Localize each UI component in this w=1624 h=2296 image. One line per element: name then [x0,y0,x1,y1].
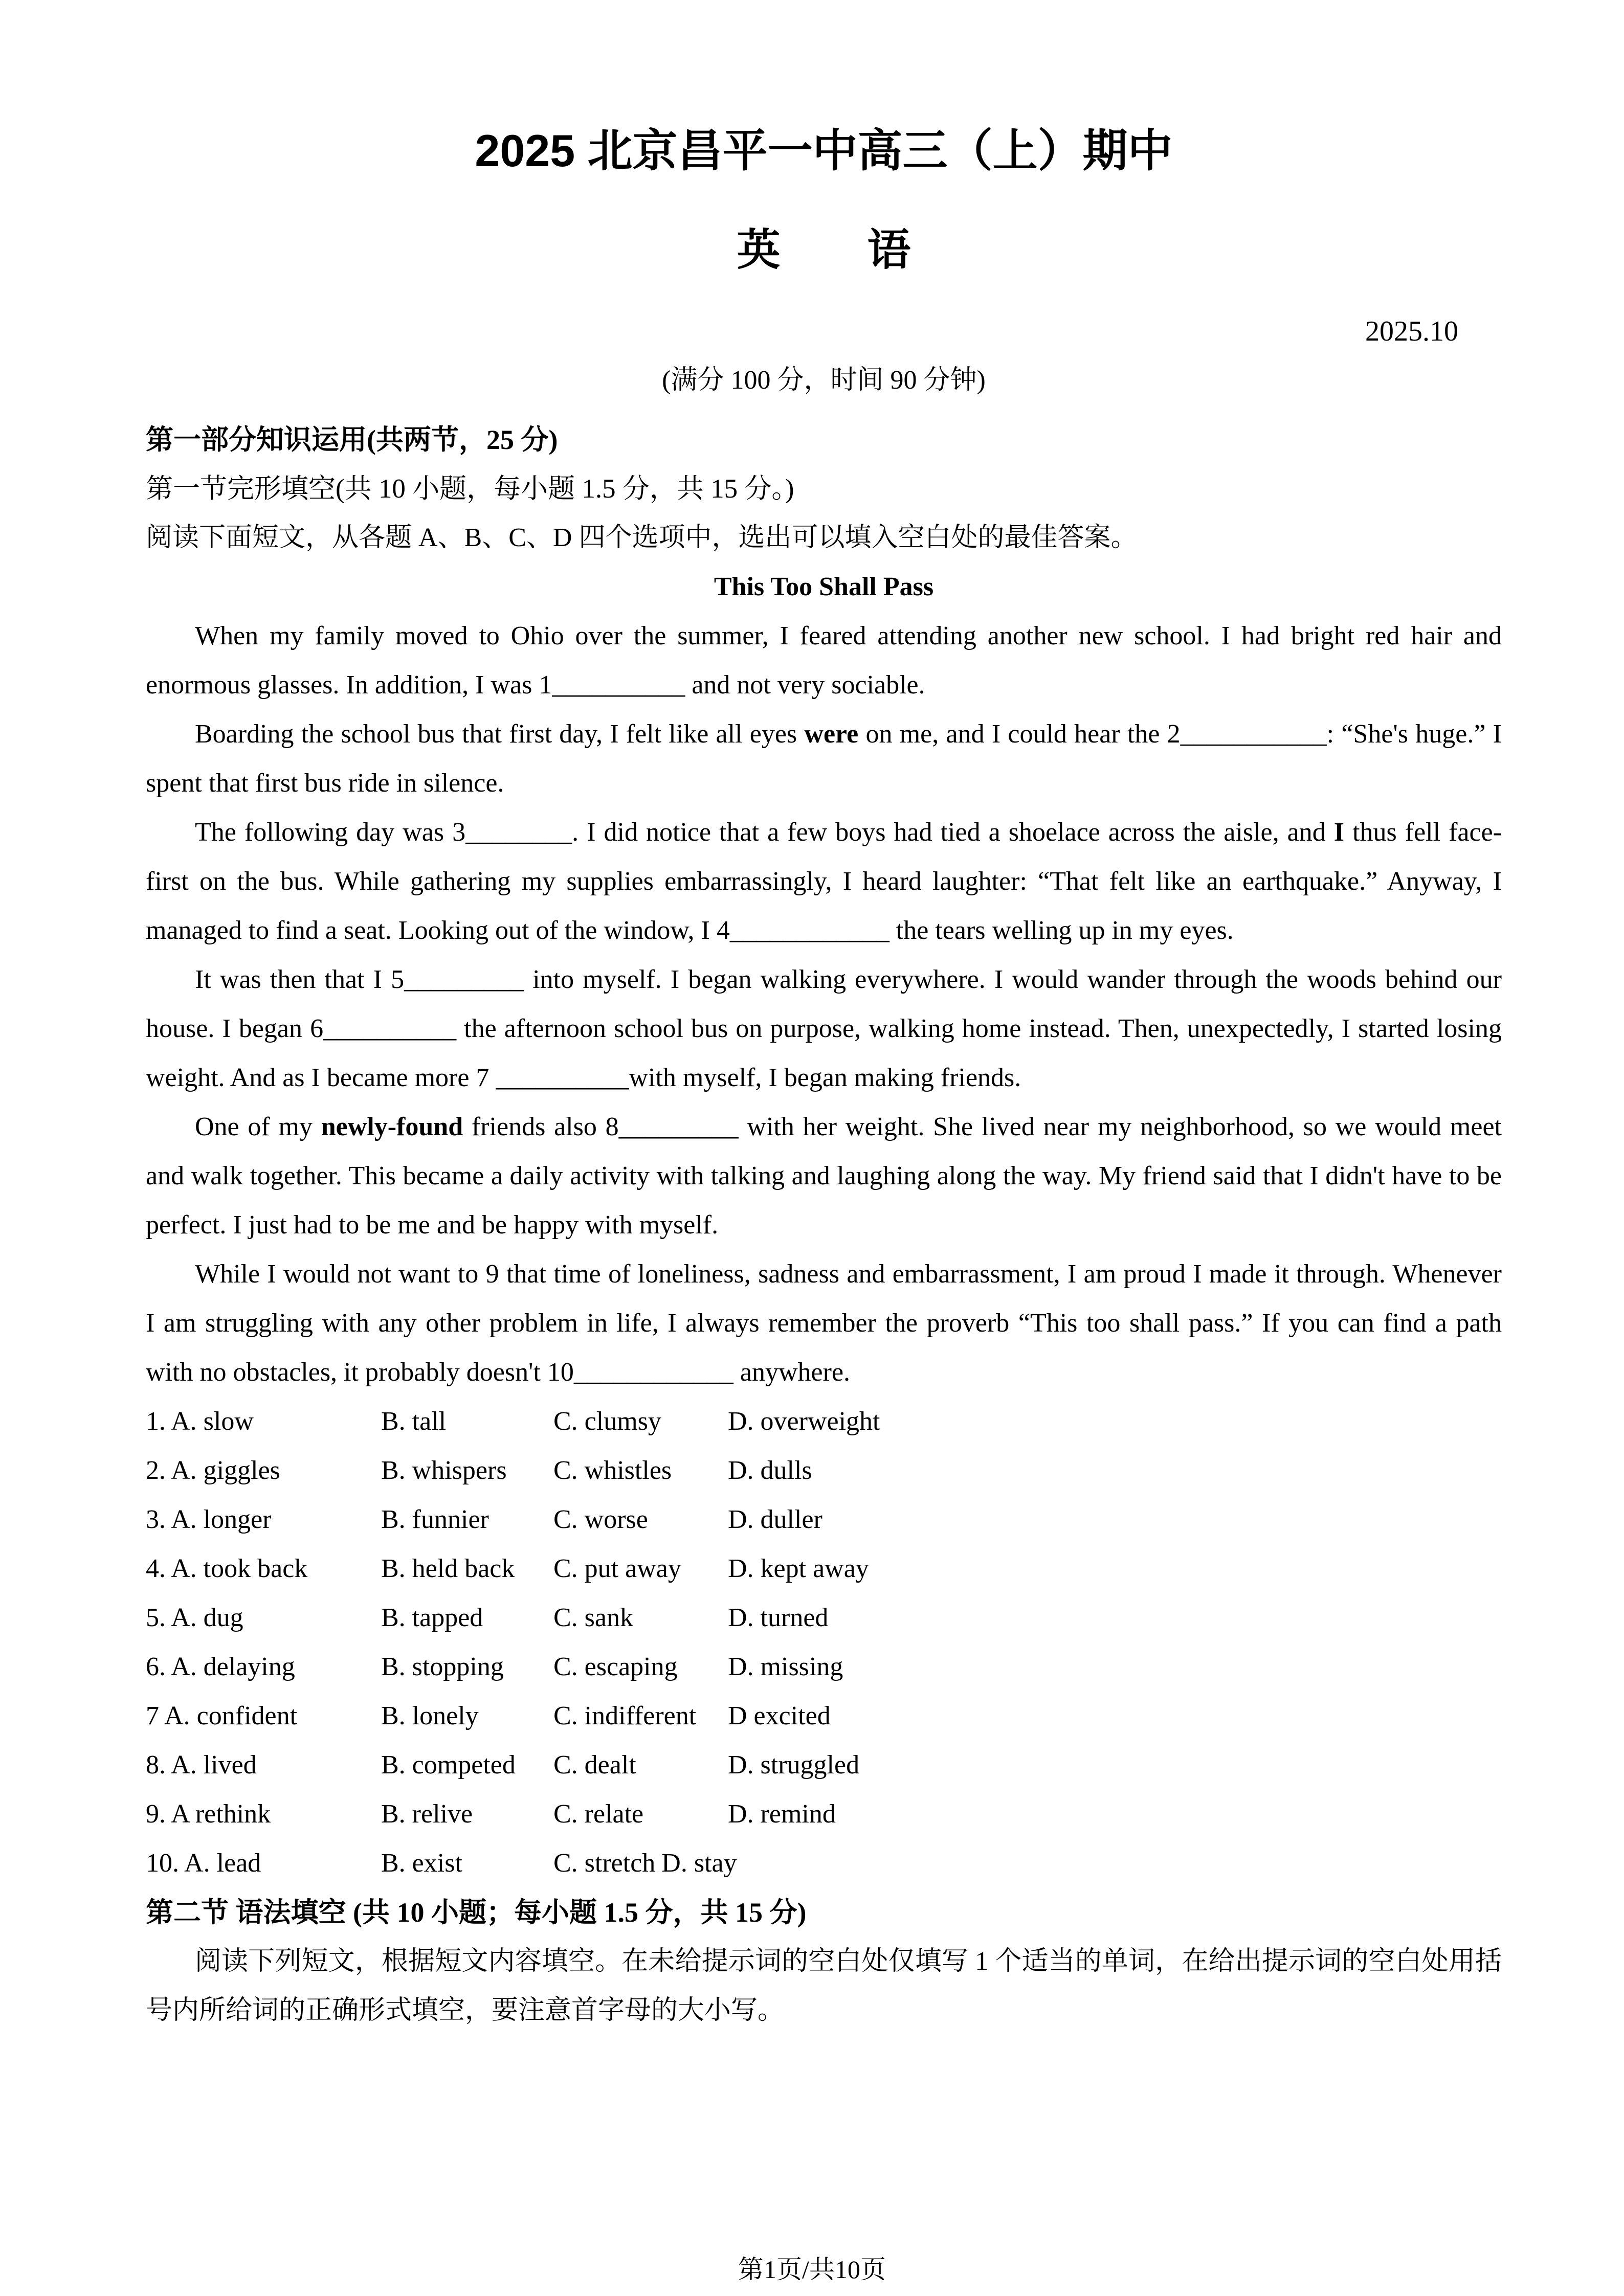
option-row [146,1642,1502,1692]
option-cell: B. tall [381,1407,447,1436]
passage-paragraph: One of my newly-found friends also 8_________ with her weight. She lived near my neighborhood, so we would meet and walk together. This became a daily activity with talking and laughing along the way. My friend said that I didn't have to be perfect. I just had to be me and be happy with myself. [146,1112,1502,1240]
option-cell: 10. A. lead [146,1849,261,1878]
option-cell: C. sank [553,1603,633,1632]
grammar-instruction: 阅读下列短文，根据短文内容填空。在未给提示词的空白处仅填写 1 个适当的单词，在给出提示词的空白处用括号内所给词的正确形式填空，要注意首字母的大小写。 [146,1947,1502,2025]
option-cell: C. escaping [553,1652,678,1681]
option-row [146,1446,1502,1495]
section1-heading: 第一节完形填空(共 10 小题，每小题 1.5 分，共 15 分。) [146,474,794,504]
option-cell: C. clumsy [553,1407,661,1436]
option-cell: B. held back [381,1554,515,1583]
cloze-passage [146,612,1502,1397]
option-cell: 9. A rethink [146,1799,271,1829]
option-cell: D. stay [661,1849,737,1878]
part1-heading: 第一部分知识运用(共两节，25 分) [146,424,558,455]
exam-title: 2025 北京昌平一中高三（上）期中 [475,125,1173,176]
option-row [146,1593,1502,1642]
option-cell: C. worse [553,1505,648,1534]
option-cell: D. struggled [728,1750,860,1780]
passage-paragraph: When my family moved to Ohio over the summer, I feared attending another new school. I had bright red hair and enormous glasses. In addition, I was 1__________ and not very sociable. [146,621,1502,700]
option-cell: B. funnier [381,1505,489,1534]
option-cell: D. remind [728,1799,836,1829]
option-row [146,1397,1502,1446]
option-cell: B. whispers [381,1456,507,1485]
option-cell: C. indifferent [553,1701,697,1730]
option-cell: B. relive [381,1799,473,1829]
option-cell: 6. A. delaying [146,1652,295,1681]
option-cell: 1. A. slow [146,1407,254,1436]
page-footer: 第1页/共10页 [738,2255,886,2284]
option-cell: D. kept away [728,1554,869,1583]
option-cell: D. turned [728,1603,829,1632]
passage-paragraph: The following day was 3________. I did notice that a few boys had tied a shoelace across the aisle, and I thus fell face-first on the bus. While gathering my supplies embarrassingly, I heard laughter: “That felt like an earthquake.” Anyway, I managed to find a seat. Looking out of the window, I 4____________ the tears welling up in my eyes. [146,818,1502,945]
option-cell: B. lonely [381,1701,479,1730]
cloze-instruction: 阅读下面短文，从各题 A、B、C、D 四个选项中，选出可以填入空白处的最佳答案。 [146,523,1138,552]
option-row [146,1495,1502,1544]
option-cell: 5. A. dug [146,1603,243,1632]
option-row [146,1741,1502,1790]
exam-date: 2025.10 [1365,316,1458,347]
passage-paragraph: It was then that I 5_________ into myself. I began walking everywhere. I would wander through the woods behind our house. I began 6__________ the afternoon school bus on purpose, walking home instead. Then, unexpectedly, I started losing weight. And as I became more 7 __________with myself, I began making friends. [146,965,1502,1092]
option-cell: C. whistles [553,1456,672,1485]
option-cell: 8. A. lived [146,1750,257,1780]
option-row [146,1544,1502,1593]
option-cell: 4. A. took back [146,1554,308,1583]
option-cell: B. stopping [381,1652,504,1681]
section2-heading: 第二节 语法填空 (共 10 小题；每小题 1.5 分，共 15 分) [146,1897,807,1928]
option-cell: 7 A. confident [146,1701,298,1730]
option-cell: B. competed [381,1750,516,1780]
option-cell: 2. A. giggles [146,1456,280,1485]
option-cell: 3. A. longer [146,1505,272,1534]
option-cell: B. exist [381,1849,462,1878]
option-cell: D. duller [728,1505,822,1534]
option-row [146,1839,1502,1888]
option-row [146,1790,1502,1839]
passage-paragraph: While I would not want to 9 that time of loneliness, sadness and embarrassment, I am proud I made it through. Whenever I am struggling with any other problem in life, I always remember the proverb “This too shall pass.” If you can find a path with no obstacles, it probably doesn't 10____________ anywhere. [146,1259,1502,1387]
option-cell: C. put away [553,1554,681,1583]
option-cell: D excited [728,1701,831,1730]
option-cell: B. tapped [381,1603,483,1632]
option-cell: C. dealt [553,1750,636,1780]
option-cell: D. missing [728,1652,843,1681]
passage-paragraph: Boarding the school bus that first day, I felt like all eyes were on me, and I could hear the 2___________: “She's huge.” I spent that first bus ride in silence. [146,719,1502,798]
option-cell: C. stretch [553,1849,656,1878]
exam-subject: 英 语 [737,226,911,275]
cloze-options [146,1397,1502,1888]
option-row [146,1692,1502,1741]
passage-title: This Too Shall Pass [714,572,934,601]
option-cell: D. dulls [728,1456,812,1485]
exam-meta: (满分 100 分，时间 90 分钟) [662,366,986,395]
option-cell: D. overweight [728,1407,880,1436]
option-cell: C. relate [553,1799,644,1829]
